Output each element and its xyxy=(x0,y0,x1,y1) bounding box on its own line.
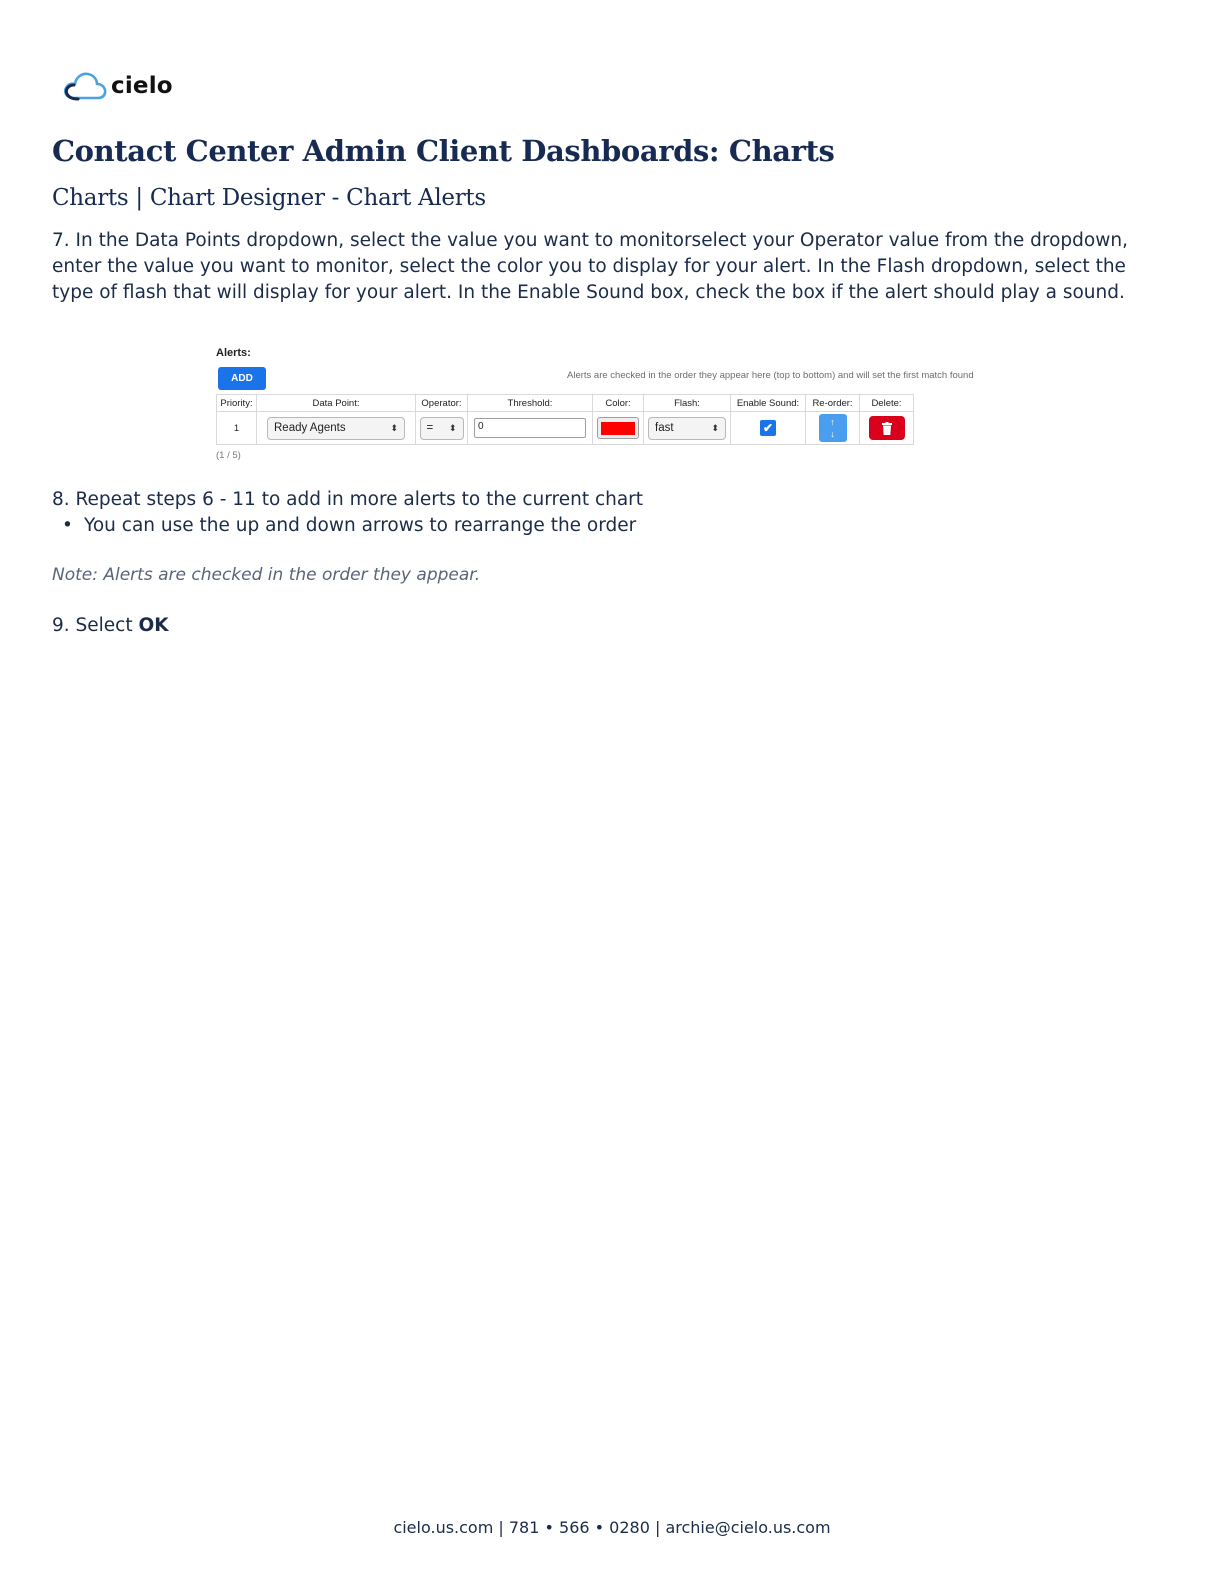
cielo-logo xyxy=(62,70,173,102)
page-title: Contact Center Admin Client Dashboards: Charts xyxy=(52,134,835,168)
operator-value: = xyxy=(426,422,434,434)
checkmark-icon: ✔ xyxy=(762,421,774,435)
col-threshold: Threshold: xyxy=(468,395,593,412)
flash-value: fast xyxy=(655,422,674,434)
alerts-screenshot xyxy=(214,344,1004,466)
cloud-icon xyxy=(62,70,108,102)
alerts-hint-text: Alerts are checked in the order they appear here (top to bottom) and will set the first match found xyxy=(567,370,974,381)
flash-select[interactable] xyxy=(648,417,726,440)
note-text: Note: Alerts are checked in the order they appear. xyxy=(52,565,481,585)
select-arrows-icon: ⬍ xyxy=(390,422,398,433)
list-item xyxy=(62,513,636,539)
col-data-point: Data Point: xyxy=(257,395,416,412)
col-enable-sound: Enable Sound: xyxy=(731,395,806,412)
col-color: Color: xyxy=(593,395,644,412)
data-point-select[interactable] xyxy=(267,417,405,440)
logo-wordmark: cielo xyxy=(111,73,173,99)
col-delete: Delete: xyxy=(860,395,914,412)
alerts-table-header xyxy=(217,395,914,412)
col-priority: Priority: xyxy=(217,395,257,412)
col-flash: Flash: xyxy=(644,395,731,412)
delete-alert-button[interactable] xyxy=(869,416,905,440)
arrow-down-icon[interactable]: ↓ xyxy=(830,429,835,439)
alerts-heading: Alerts: xyxy=(216,347,251,359)
operator-select[interactable] xyxy=(420,417,464,440)
select-arrows-icon: ⬍ xyxy=(448,422,457,433)
step-9-text xyxy=(52,615,169,636)
data-point-value: Ready Agents xyxy=(274,422,346,434)
step-8-text: 8. Repeat steps 6 - 11 to add in more alerts to the current chart xyxy=(52,489,644,510)
reorder-button[interactable] xyxy=(819,414,847,442)
add-alert-button[interactable]: ADD xyxy=(218,367,266,390)
col-operator: Operator: xyxy=(416,395,468,412)
table-row xyxy=(217,412,914,445)
bullet-icon: • xyxy=(62,515,73,536)
step-9-ok-label: OK xyxy=(138,615,169,636)
select-arrows-icon: ⬍ xyxy=(711,422,719,433)
alert-count: (1 / 5) xyxy=(216,450,241,461)
alerts-table xyxy=(216,394,914,445)
enable-sound-checkbox[interactable] xyxy=(760,420,776,436)
color-picker[interactable] xyxy=(597,417,639,439)
color-swatch xyxy=(601,422,635,435)
priority-cell: 1 xyxy=(217,412,257,445)
footer-contact: cielo.us.com | 781 • 566 • 0280 | archie@cielo.us.com xyxy=(393,1518,831,1537)
threshold-input[interactable]: 0 xyxy=(474,418,586,438)
col-reorder: Re-order: xyxy=(806,395,860,412)
arrow-up-icon[interactable]: ↑ xyxy=(830,417,835,427)
step-9-prefix: 9. Select xyxy=(52,615,139,636)
trash-icon xyxy=(882,422,892,435)
step-8-bullet-text: You can use the up and down arrows to rearrange the order xyxy=(84,515,637,536)
step-7-text: 7. In the Data Points dropdown, select the value you want to monitorselect your Operator value from the dropdown, enter the value you want to monitor, select the color you to display for your alert. In the Flash dropdown, select the type of flash that will display for your alert. In the Enable Sound box, check the box if the alert should play a sound. xyxy=(52,230,1128,303)
section-subtitle: Charts | Chart Designer - Chart Alerts xyxy=(52,185,486,211)
